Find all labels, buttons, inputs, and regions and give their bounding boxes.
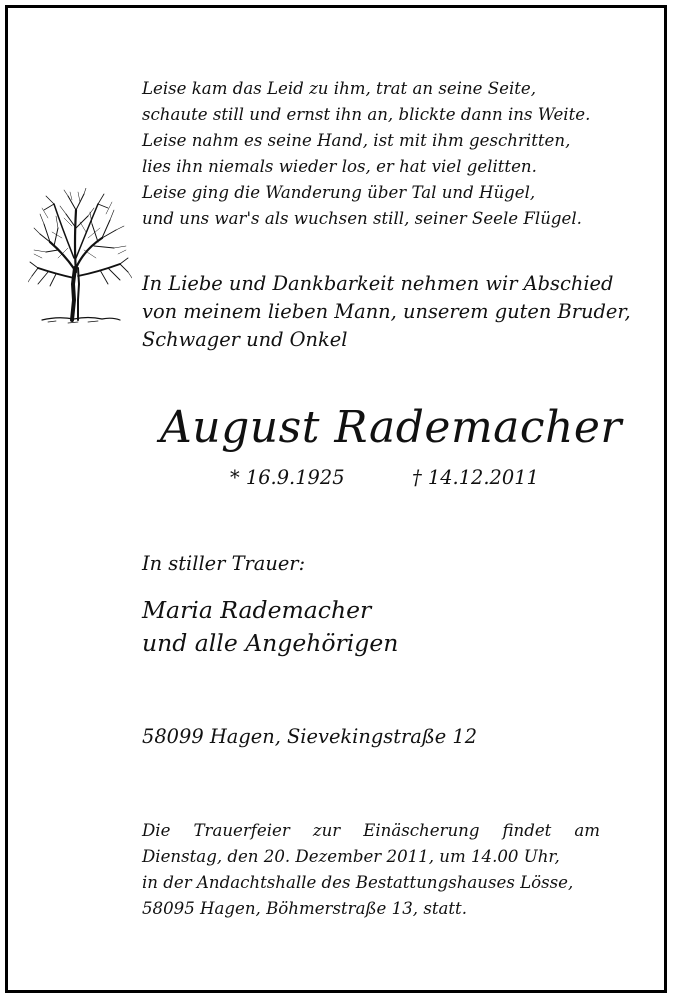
intro-line: Schwager und Onkel [142,328,348,351]
ceremony-line: Die Trauerfeier zur Einäscherung findet am [142,821,600,840]
ceremony-line: in der Andachtshalle des Bestattungshauses Lösse, [142,873,574,892]
birth-date: * 16.9.1925 [230,466,345,489]
mourners [142,594,398,660]
poem [142,76,642,232]
mourner-line: Maria Rademacher [142,596,372,624]
poem-line: Leise nahm es seine Hand, ist mit ihm geschritten, [142,131,571,150]
poem-line: Leise ging die Wanderung über Tal und Hügel, [142,183,536,202]
ceremony-line: 58095 Hagen, Böhmerstraße 13, statt. [142,899,468,918]
intro-text [142,270,642,354]
address: 58099 Hagen, Sievekingstraße 12 [142,725,478,748]
poem-line: schaute still und ernst ihn an, blickte dann ins Weite. [142,105,591,124]
tree-icon [28,188,132,328]
poem-line: lies ihn niemals wieder los, er hat viel gelitten. [142,157,537,176]
intro-line: von meinem lieben Mann, unserem guten Bruder, [142,300,631,323]
mourning-label: In stiller Trauer: [142,552,306,575]
intro-line: In Liebe und Dankbarkeit nehmen wir Abschied [142,272,614,295]
death-date: † 14.12.2011 [412,466,539,489]
deceased-name: August Rademacher [160,402,622,453]
mourner-line: und alle Angehörigen [142,629,399,657]
ceremony-notice [142,818,600,922]
poem-line: Leise kam das Leid zu ihm, trat an seine Seite, [142,79,537,98]
ceremony-line: Dienstag, den 20. Dezember 2011, um 14.00 Uhr, [142,847,560,866]
poem-line: und uns war's als wuchsen still, seiner Seele Flügel. [142,209,582,228]
